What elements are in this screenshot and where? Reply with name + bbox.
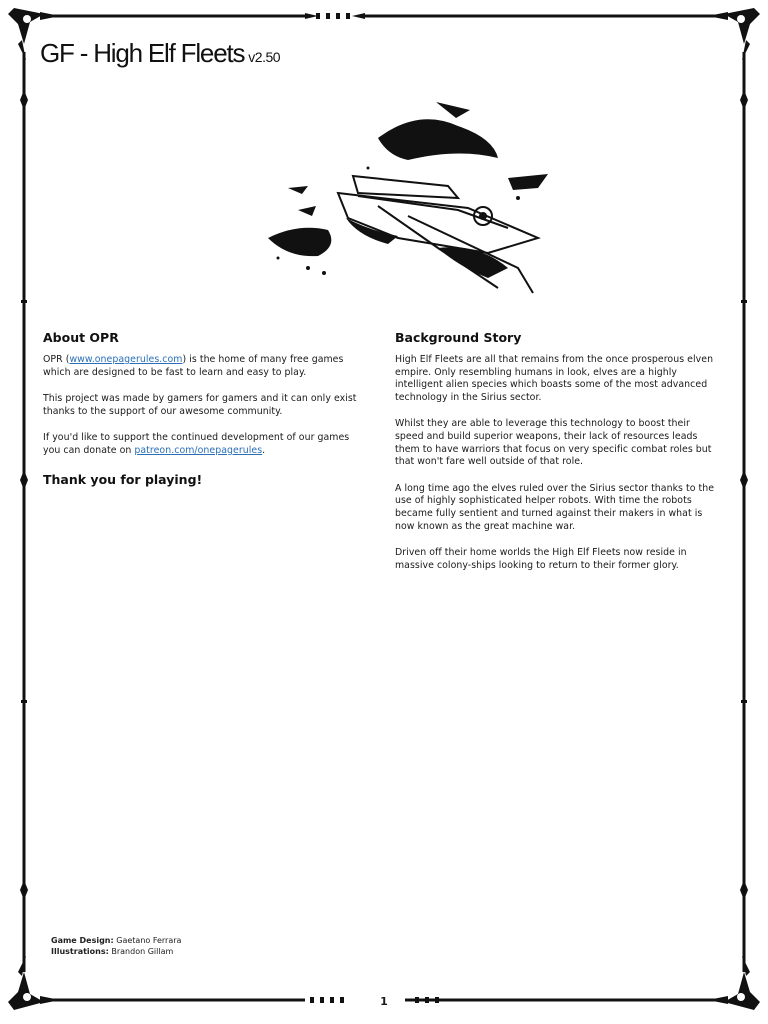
about-paragraph-3 (43, 432, 369, 457)
page-title (40, 38, 280, 69)
about-heading: About OPR (43, 330, 119, 345)
credits (51, 935, 181, 957)
corner-ornament-top-right-icon (708, 8, 760, 60)
about-p3-end: . (262, 444, 266, 456)
about-paragraph-2: This project was made by gamers for gamers and it can only exist thanks to the support of our awesome community. (43, 393, 357, 417)
illustrations-name: Brandon Gillam (111, 947, 174, 956)
title-text: GF - High Elf Fleets (40, 38, 245, 68)
version-label: v2.50 (248, 49, 281, 65)
about-p1-start: OPR ( (43, 354, 70, 365)
background-paragraph: Driven off their home worlds the High Elf Fleets now reside in massive colony-ships looking to return to their former glory. (395, 547, 687, 571)
design-name: Gaetano Ferrara (116, 936, 182, 945)
background-paragraph: A long time ago the elves ruled over the Sirius sector thanks to the use of highly sophisticated helper robots. With time the robots became fully sentient and turned against their makers in what is now known as the great machine war. (395, 482, 715, 532)
spaceship-fleet-illustration (258, 98, 558, 298)
about-p1-end: ) is the home of many free games which are designed to be fast to learn and easy to play. (43, 354, 344, 378)
about-section (43, 330, 369, 487)
design-label: Game Design: (51, 936, 114, 945)
opr-website-link[interactable]: www.onepagerules.com (69, 354, 183, 365)
background-paragraph: Whilst they are able to leverage this technology to boost their speed and build superior weapons, their lack of resources leads them to have warriors that focus on very specific combat roles but that won't fare well outside of that role. (395, 418, 712, 468)
about-p3-start: If you'd like to support the continued development of our games you can donate on (43, 432, 350, 456)
about-paragraph-1 (43, 354, 369, 379)
credit-illustrations (51, 946, 181, 957)
page-number: 1 (380, 995, 388, 1008)
background-paragraph: High Elf Fleets are all that remains from the once prosperous elven empire. Only resembling humans in look, elves are a highly intelligent alien species which boasts some of the most advanced technology in the Sirius sector. (395, 354, 714, 403)
background-section (395, 330, 721, 586)
background-heading: Background Story (395, 330, 522, 345)
credit-design (51, 935, 181, 946)
illustrations-label: Illustrations: (51, 947, 109, 956)
thank-you-text: Thank you for playing! (43, 471, 203, 487)
patreon-link[interactable]: patreon.com/onepagerules (134, 444, 263, 456)
